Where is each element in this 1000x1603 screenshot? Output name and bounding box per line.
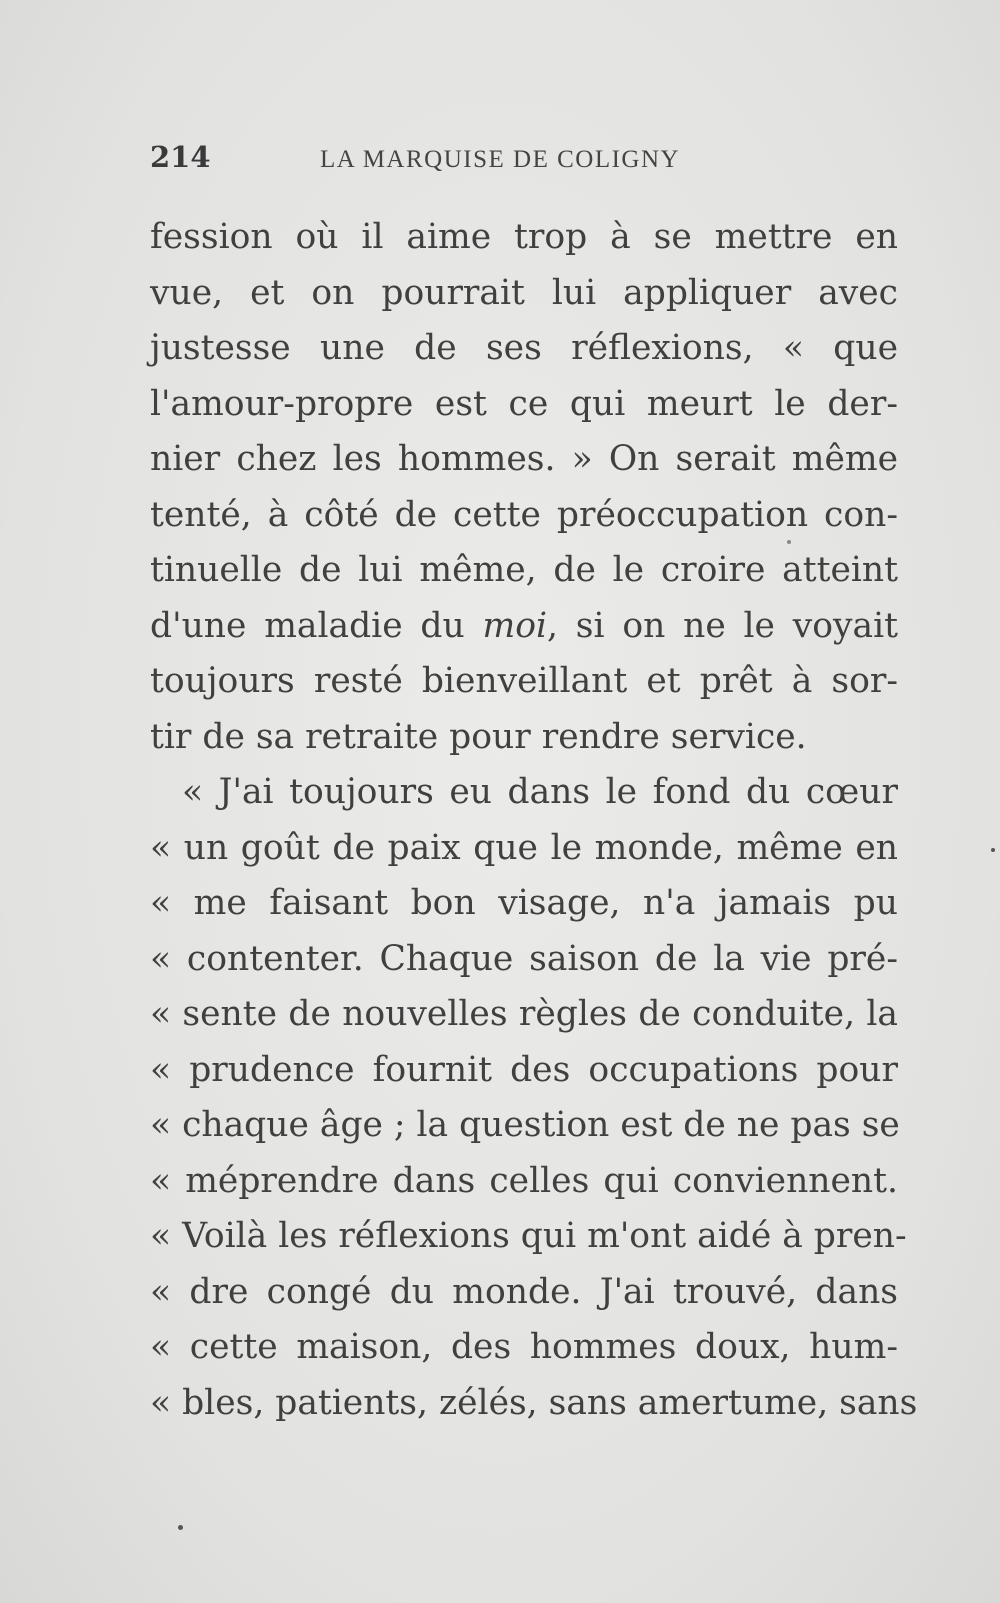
quote-line: « Voilà les réflexions qui m'ont aidé à pren-	[150, 1216, 907, 1256]
text-line: tenté, à côté de cette préoccupation con-	[150, 494, 898, 535]
quote-line: « dre congé du monde. J'ai trouvé, dans	[150, 1271, 898, 1312]
quote-line: « contenter. Chaque saison de la vie pré-	[150, 938, 898, 979]
quote-line: « J'ai toujours eu dans le fond du cœur	[182, 772, 898, 812]
text-line: vue, et on pourrait lui appliquer avec	[150, 272, 898, 313]
text-line: fession où il aime trop à se mettre en	[150, 217, 898, 257]
text-line	[150, 599, 898, 655]
text-segment: , si on ne le voyait	[547, 605, 898, 646]
paper-speck	[178, 1525, 183, 1530]
text-line: tir de sa retraite pour rendre service.	[150, 716, 807, 757]
quote-line: « me faisant bon visage, n'a jamais pu	[150, 883, 898, 923]
quote-line: « prudence fournit des occupations pour	[150, 1049, 898, 1090]
text-line: l'amour-propre est ce qui meurt le der-	[150, 383, 898, 424]
text-line: justesse une de ses réflexions, « que	[150, 328, 898, 368]
text-segment: d'une maladie du	[150, 605, 483, 646]
text-line: toujours resté bienveillant et prêt à sor-	[150, 661, 898, 701]
running-title: LA MARQUISE DE COLIGNY	[320, 146, 681, 173]
italic-word: moi	[482, 605, 548, 646]
text-line: nier chez les hommes. » On serait même	[150, 439, 898, 479]
quote-line: « cette maison, des hommes doux, hum-	[150, 1327, 898, 1367]
quote-line: « un goût de paix que le monde, même en	[150, 827, 898, 868]
body-text	[150, 210, 918, 1431]
quote-line: « bles, patients, zélés, sans amertume, sans	[150, 1382, 918, 1423]
quote-line: « méprendre dans celles qui conviennent.	[150, 1160, 898, 1201]
page-header	[150, 140, 890, 180]
paper-speck	[991, 848, 995, 852]
paper-speck	[787, 540, 791, 544]
quote-line: « sente de nouvelles règles de conduite, la	[150, 994, 898, 1034]
quote-line: « chaque âge ; la question est de ne pas se	[150, 1105, 900, 1145]
page-number: 214	[150, 140, 211, 174]
text-line: tinuelle de lui même, de le croire atteint	[150, 550, 898, 590]
